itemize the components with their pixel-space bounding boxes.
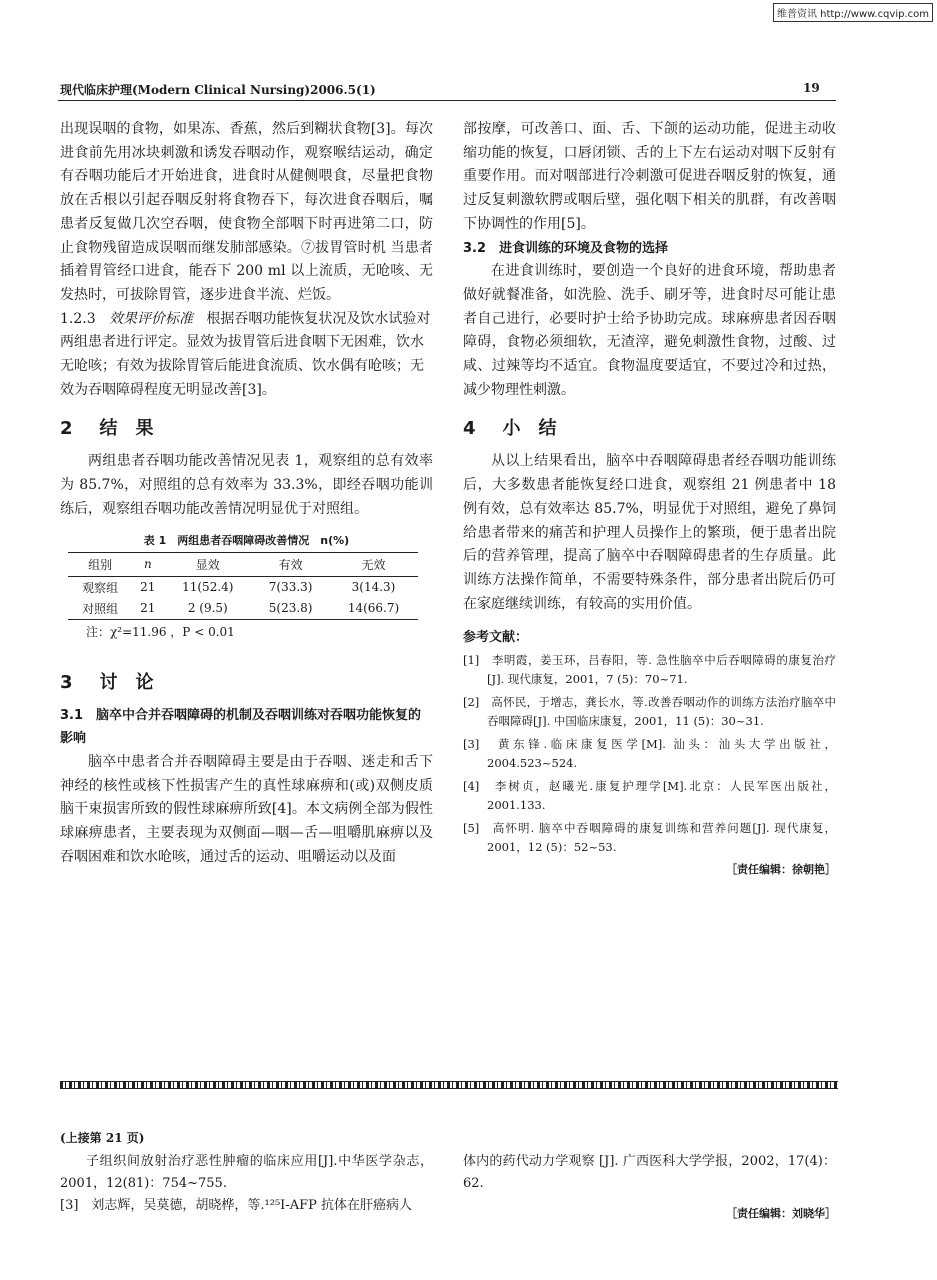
section-3-2-paragraph: 在进食训练时，要创造一个良好的进食环境，帮助患者做好就餐准备，如洗脸、洗手、刷牙等，进食时尽可能让患者自己进行，必要时护士给予协助完成。球麻痹患者因吞咽障碍，食物必须细软，无渣滓，避免刺激性食物，过酸、过咸、过辣等均不适宜。食物温度要适宜，不要过冷和过热，减少物理性刺激。 <box>463 263 836 398</box>
section-1-2-3-number: 1.2.3 <box>60 310 96 327</box>
table-cell: 21 <box>132 598 163 620</box>
continued-reference-3-tail: 体内的药代动力学观察 [J]. 广西医科大学学报，2002，17(4)：62. <box>463 1154 836 1191</box>
page-number: 19 <box>803 81 820 95</box>
section-3-2-heading: 3.2 进食训练的环境及食物的选择 <box>463 240 669 256</box>
results-paragraph: 两组患者吞咽功能改善情况见表 1，观察组的总有效率为 85.7%，对照组的总有效率为 33.3%，即经吞咽功能训练后，观察组吞咽功能改善情况明显优于对照组。 <box>60 453 433 517</box>
right-column <box>463 118 836 877</box>
bottom-right-column <box>463 1151 836 1225</box>
section-1-2-3-heading <box>60 308 433 403</box>
bottom-responsible-editor: ［责任编辑：刘晓华］ <box>726 1207 836 1220</box>
running-head: 现代临床护理(Modern Clinical Nursing)2006.5(1) <box>60 83 376 97</box>
section-3-1-paragraph: 脑卒中患者合并吞咽障碍主要是由于吞咽、迷走和舌下神经的核性或核下性损害产生的真性球麻痹和(或)双侧皮质脑干束损害所致的假性球麻痹所致[4]。本文病例全部为假性球麻痹患者，主要表现为双侧面—咽—舌—咀嚼肌麻痹以及吞咽困难和饮水呛咳，通过舌的运动、咀嚼运动以及面 <box>60 753 433 865</box>
section-divider <box>60 1081 838 1089</box>
source-watermark: 维普资讯 http://www.cqvip.com <box>773 3 933 22</box>
table-cell: 观察组 <box>82 580 119 595</box>
section-1-2-3-label: 效果评价标准 <box>108 310 193 327</box>
table-header-cell: n <box>132 552 163 576</box>
table-cell: 5(23.8) <box>252 598 329 620</box>
table-1-note: 注：χ²=11.96 ，P < 0.01 <box>86 624 235 639</box>
table-row <box>68 576 418 598</box>
table-header-cell: 无效 <box>329 552 418 576</box>
section-4-heading <box>463 414 836 440</box>
section-2-title: 结果 <box>99 418 172 440</box>
table-header-row <box>68 552 418 576</box>
table-1 <box>68 552 418 620</box>
table-cell: 11(52.4) <box>182 580 234 595</box>
table-cell: 14(66.7) <box>329 598 418 620</box>
bottom-left-column <box>60 1151 433 1217</box>
table-cell: 7(33.3) <box>268 580 313 595</box>
continued-reference-text: 子组织间放射治疗恶性肿瘤的临床应用[J].中华医学杂志，2001，12(81)：754~755. <box>60 1154 433 1191</box>
references-heading: 参考文献： <box>463 630 529 646</box>
table-cell: 对照组 <box>68 598 132 620</box>
reference-item: [5] 高怀明. 脑卒中吞咽障碍的康复训练和营养问题[J]. 现代康复，2001，12 (5)：52~53. <box>463 821 836 855</box>
header-rule <box>58 100 836 101</box>
reference-item: [1] 李明霞，姜玉环，吕春阳，等. 急性脑卒中后吞咽障碍的康复治疗[J]. 现代康复，2001，7 (5)：70~71. <box>463 653 836 687</box>
section-1-2-3-text: 根据吞咽功能恢复状况及饮水试验对两组患者进行评定。显效为拔胃管后进食咽下无困难，饮水无呛咳；有效为拔除胃管后能进食流质、饮水偶有呛咳；无效为吞咽障碍程度无明显改善[3]。 <box>60 310 431 398</box>
left-paragraph-1: 出现误咽的食物，如果冻、香蕉，然后到糊状食物[3]。每次进食前先用冰块刺激和诱发吞咽动作，观察喉结运动，确定有吞咽功能后才开始进食，进食时从健侧喂食，尽量把食物放在舌根以引起吞咽反射将食物吞下，每次进食吞咽后，嘱患者反复做几次空吞咽，使食物全部咽下时再进第二口，防止食物残留造成误咽而继发肺部感染。⑦拔胃管时机 当患者插着胃管经口进食，能吞下 200 ml 以上流质，无呛咳、无发热时，可拔除胃管，逐步进食半流、烂饭。 <box>60 121 433 303</box>
table-header-cell: 显效 <box>163 552 252 576</box>
section-3-title: 讨论 <box>99 671 172 693</box>
section-4-number: 4 <box>463 418 477 440</box>
continued-reference-3: [3] 刘志辉，吴莫德，胡晓桦，等.¹²⁵I-AFP 抗体在肝癌病人 <box>60 1198 412 1213</box>
section-2-number: 2 <box>60 418 74 440</box>
table-row <box>68 598 418 620</box>
section-3-number: 3 <box>60 671 74 693</box>
responsible-editor: ［责任编辑：徐朝艳］ <box>726 863 836 877</box>
table-header-cell: 有效 <box>252 552 329 576</box>
reference-item: [4] 李树贞，赵曦光.康复护理学[M].北京：人民军医出版社，2001.133. <box>463 779 836 813</box>
reference-item: [3] 黄东锋.临床康复医学[M]. 汕头：汕头大学出版社，2004.523~524. <box>463 737 836 771</box>
table-cell: 3(14.3) <box>351 580 396 595</box>
table-header-cell: 组别 <box>68 552 132 576</box>
left-column <box>60 118 433 869</box>
table-cell: 21 <box>140 580 156 595</box>
table-cell: 2 (9.5) <box>163 598 252 620</box>
continued-from-label: (上接第 21 页) <box>60 1131 145 1145</box>
section-4-title: 小结 <box>502 418 575 440</box>
reference-item: [2] 高怀民，于增志，龚长水，等.改善吞咽动作的训练方法治疗脑卒中吞咽障碍[J]. 中国临床康复，2001，11 (5)：30~31. <box>463 695 836 729</box>
section-2-heading <box>60 414 433 440</box>
section-3-heading <box>60 668 433 694</box>
table-1-caption: 表 1 两组患者吞咽障碍改善情况 n(%) <box>143 533 350 547</box>
summary-paragraph: 从以上结果看出，脑卒中吞咽障碍患者经吞咽功能训练后，大多数患者能恢复经口进食，观察组 21 例患者中 18 例有效，总有效率达 85.7%，明显优于对照组，避免了鼻饲给患者带来的痛苦和护理人员操作上的繁琐，便于患者出院后的营养管理，提高了脑卒中吞咽障碍患者的生存质量。此训练方法操作简单，不需要特殊条件，部分患者出院后仍可在家庭继续训练，有较高的实用价值。 <box>463 453 836 612</box>
right-paragraph-1: 部按摩，可改善口、面、舌、下颌的运动功能，促进主动收缩功能的恢复，口唇闭锁、舌的上下左右运动对咽下反射有重要作用。而对咽部进行冷刺激可促进吞咽反射的恢复，通过反复刺激软腭或咽后壁，强化咽下相关的肌群，有改善咽下协调性的作用[5]。 <box>463 121 836 232</box>
section-3-1-heading: 3.1 脑卒中合并吞咽障碍的机制及吞咽训练对吞咽功能恢复的影响 <box>60 707 422 747</box>
